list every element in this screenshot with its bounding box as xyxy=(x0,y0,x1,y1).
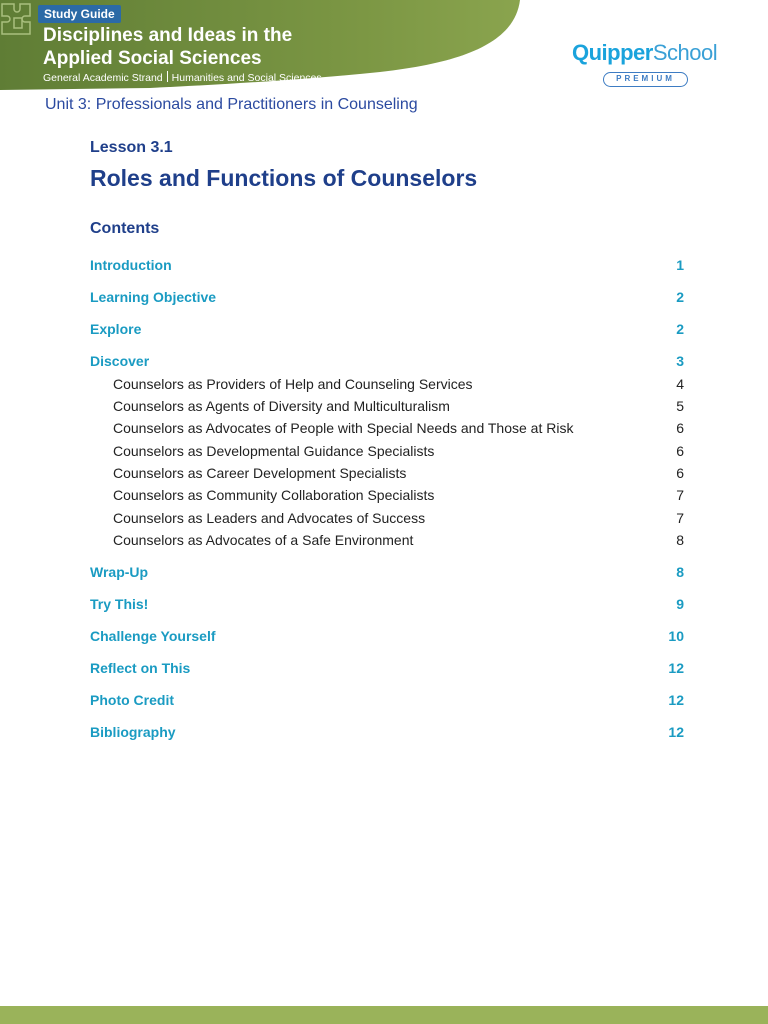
toc-entry[interactable] xyxy=(90,321,684,337)
toc-page-number: 3 xyxy=(676,353,684,369)
toc-entry-label: Counselors as Community Collaboration Specialists xyxy=(113,487,435,503)
toc-entry[interactable] xyxy=(90,257,684,273)
toc-entry-label: Counselors as Advocates of People with Special Needs and Those at Risk xyxy=(113,420,574,436)
toc-page-number: 1 xyxy=(676,257,684,273)
toc-entry-label: Counselors as Advocates of a Safe Environment xyxy=(113,532,414,548)
toc-page-number: 9 xyxy=(676,596,684,612)
toc-page-number: 4 xyxy=(676,376,684,392)
toc-entry[interactable] xyxy=(90,353,684,369)
toc-page-number: 2 xyxy=(676,289,684,305)
toc-subentry[interactable] xyxy=(90,465,684,481)
logo-premium-badge: PREMIUM xyxy=(603,72,688,87)
unit-title: Unit 3: Professionals and Practitioners in Counseling xyxy=(45,96,418,113)
toc-entry[interactable] xyxy=(90,660,684,676)
toc-entry-label: Challenge Yourself xyxy=(90,628,216,644)
toc-page-number: 8 xyxy=(676,564,684,580)
toc-entry[interactable] xyxy=(90,628,684,644)
header-banner xyxy=(0,0,520,90)
toc-page-number: 7 xyxy=(676,510,684,526)
logo-brand-quipper: Quipper xyxy=(572,40,653,65)
study-guide-badge: Study Guide xyxy=(38,5,121,23)
toc-entry-label: Reflect on This xyxy=(90,660,191,676)
toc-entry-label: Bibliography xyxy=(90,724,176,740)
toc-entry-label: Counselors as Providers of Help and Counseling Services xyxy=(113,376,473,392)
toc-subentry[interactable] xyxy=(90,443,684,459)
guide-strand xyxy=(43,71,322,85)
toc-entry-label: Explore xyxy=(90,321,142,337)
toc-entry-label: Learning Objective xyxy=(90,289,217,305)
toc-entry-label: Counselors as Agents of Diversity and Multiculturalism xyxy=(113,398,450,414)
toc-page-number: 8 xyxy=(676,532,684,548)
logo-brand-school: School xyxy=(652,40,718,65)
toc-subentry[interactable] xyxy=(90,398,684,414)
toc-entry[interactable] xyxy=(90,692,684,708)
toc-page-number: 6 xyxy=(676,465,684,481)
toc-entry-label: Counselors as Career Development Specialists xyxy=(113,465,407,481)
toc-entry[interactable] xyxy=(90,289,684,305)
toc-entry-label: Discover xyxy=(90,353,150,369)
toc-entry-label: Counselors as Leaders and Advocates of Success xyxy=(113,510,426,526)
toc-entry[interactable] xyxy=(90,564,684,580)
toc-subentry[interactable] xyxy=(90,376,684,392)
toc-page-number: 12 xyxy=(668,692,684,708)
lesson-title: Roles and Functions of Counselors xyxy=(90,165,478,191)
toc-page-number: 10 xyxy=(668,628,684,644)
toc-page-number: 12 xyxy=(668,724,684,740)
track-label: Humanities and Social Sciences xyxy=(171,72,322,84)
toc-entry[interactable] xyxy=(90,596,684,612)
toc-subentry[interactable] xyxy=(90,532,684,548)
toc-page-number: 6 xyxy=(676,420,684,436)
contents-heading: Contents xyxy=(90,220,160,237)
toc-entry-label: Try This! xyxy=(90,596,149,612)
toc-entry-label: Counselors as Developmental Guidance Specialists xyxy=(113,443,435,459)
toc-page-number: 7 xyxy=(676,487,684,503)
toc-entry-label: Introduction xyxy=(90,257,172,273)
quipper-school-logo xyxy=(572,40,722,90)
toc-entry-label: Photo Credit xyxy=(90,692,174,708)
toc-page-number: 6 xyxy=(676,443,684,459)
strand-divider xyxy=(167,71,168,82)
footer-bar xyxy=(0,1006,768,1024)
toc-entry-label: Wrap-Up xyxy=(90,564,149,580)
toc-page-number: 2 xyxy=(676,321,684,337)
lesson-number: Lesson 3.1 xyxy=(90,139,173,156)
toc-page-number: 12 xyxy=(668,660,684,676)
strand-label: General Academic Strand xyxy=(43,72,163,84)
toc-entry[interactable] xyxy=(90,724,684,740)
toc-subentry[interactable] xyxy=(90,487,684,503)
puzzle-icon xyxy=(0,0,34,40)
toc-page-number: 5 xyxy=(676,398,684,414)
guide-title: Disciplines and Ideas in the Applied Social Sciences xyxy=(43,25,293,69)
toc-subentry[interactable] xyxy=(90,420,684,436)
toc-subentry[interactable] xyxy=(90,510,684,526)
